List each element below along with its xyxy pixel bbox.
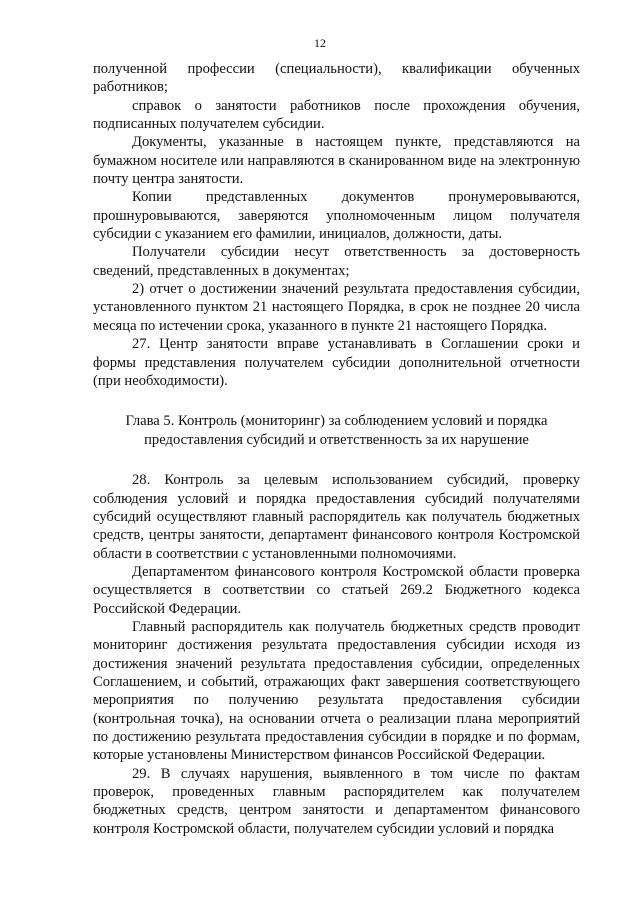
- chapter-heading: [93, 412, 580, 450]
- paragraph: 29. В случаях нарушения, выявленного в том числе по фактам проверок, проведенных главным распорядителем как получателем бюджетных средств, центром занятости и департаментом финансового контроля Костромской области, получателем субсидии условий и порядка: [93, 765, 580, 837]
- paragraph: Департаментом финансового контроля Костромской области проверка осуществляется в соответствии со статьей 269.2 Бюджетного кодекса Российской Федерации.: [93, 563, 580, 617]
- paragraph: Документы, указанные в настоящем пункте, представляются на бумажном носителе или направляются в сканированном виде на электронную почту центра занятости.: [93, 134, 580, 188]
- paragraph: Копии представленных документов пронумеровываются, прошнуровываются, заверяются уполномоченным лицом получателя субсидии с указанием его фамилии, инициалов, должности, даты.: [93, 189, 580, 243]
- page-number: 12: [314, 36, 326, 50]
- paragraph: справок о занятости работников после прохождения обучения, подписанных получателем субсидии.: [93, 97, 580, 133]
- document-body: [93, 60, 580, 838]
- paragraph: 27. Центр занятости вправе устанавливать в Соглашении сроки и формы представления получателем субсидии дополнительной отчетности (при необходимости).: [93, 336, 580, 389]
- chapter-heading-line: Глава 5. Контроль (мониторинг) за соблюдением условий и порядка: [125, 413, 548, 430]
- paragraph-continuation: полученной профессии (специальности), квалификации обученных работников;: [93, 61, 580, 96]
- paragraph: Главный распорядитель как получатель бюджетных средств проводит мониторинг достижения результата предоставления субсидии исходя из достижения значений результата предоставления субсидии, определенных Соглашением, и событий, отражающих факт завершения соответствующего мероприятия по получению результата предоставления субсидии (контрольная точка), на основании отчета о реализации плана мероприятий по достижению результата предоставления субсидии в порядке и по формам, которые установлены Министерством финансов Российской Федерации.: [93, 618, 580, 764]
- paragraph: 2) отчет о достижении значений результата предоставления субсидии, установленного пунктом 21 настоящего Порядка, в срок не позднее 20 числа месяца по истечении срока, указанного в пункте 21 настоящего Порядка.: [93, 281, 580, 334]
- paragraph: Получатели субсидии несут ответственность за достоверность сведений, представленных в документах;: [93, 244, 580, 279]
- chapter-heading-line: предоставления субсидий и ответственность за их нарушение: [144, 432, 529, 449]
- paragraph: 28. Контроль за целевым использованием субсидий, проверку соблюдения условий и порядка предоставления субсидий получателями субсидий осуществляют главный распорядитель как получатель бюджетных средств, центры занятости, департамент финансового контроля Костромской области в соответствии с установленными полномочиями.: [93, 472, 580, 562]
